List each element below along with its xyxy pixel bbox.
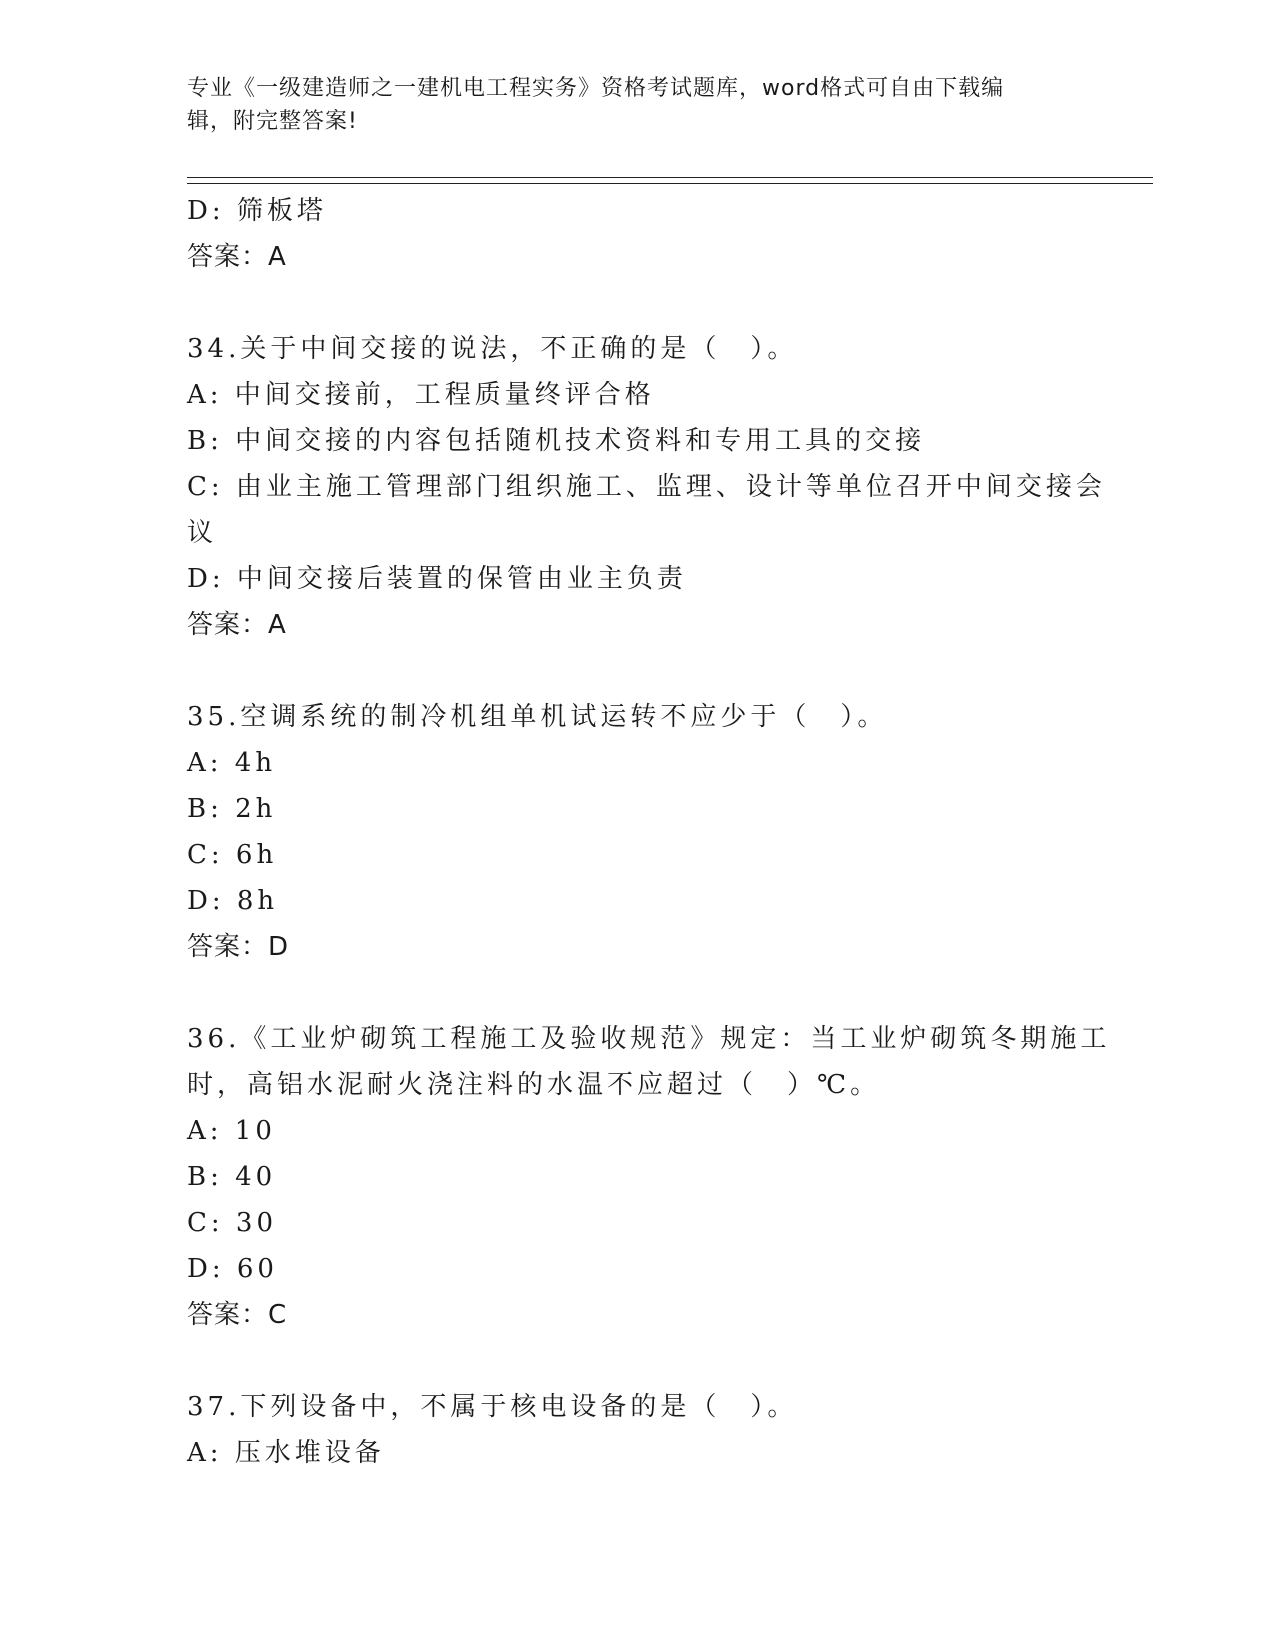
header-divider-bottom bbox=[187, 183, 1153, 184]
question-35-stem: 35.空调系统的制冷机组单机试运转不应少于（ ）。 bbox=[187, 702, 888, 732]
question-34-option-c: C: 由业主施工管理部门组织施工、监理、设计等单位召开中间交接会 bbox=[187, 472, 1106, 502]
document-header bbox=[187, 72, 1067, 138]
question-35-answer: 答案：D bbox=[187, 932, 290, 962]
header-line-2: 辑，附完整答案! bbox=[187, 109, 358, 134]
question-34-option-b: B: 中间交接的内容包括随机技术资料和专用工具的交接 bbox=[187, 426, 926, 456]
question-36-option-c: C: 30 bbox=[187, 1208, 278, 1238]
header-divider-top bbox=[187, 177, 1153, 178]
question-36-option-d: D: 60 bbox=[187, 1254, 278, 1284]
question-34-answer: 答案：A bbox=[187, 610, 287, 640]
question-35-option-b: B: 2h bbox=[187, 794, 277, 824]
question-37-option-a: A: 压水堆设备 bbox=[187, 1438, 385, 1468]
question-36-option-a: A: 10 bbox=[187, 1116, 276, 1146]
question-35-option-a: A: 4h bbox=[187, 748, 277, 778]
question-36-stem-line-2: 时，高铝水泥耐火浇注料的水温不应超过（ ）℃。 bbox=[187, 1070, 881, 1100]
question-34-stem: 34.关于中间交接的说法，不正确的是（ ）。 bbox=[187, 334, 798, 364]
question-35-option-d: D: 8h bbox=[187, 886, 279, 916]
prev-answer: 答案：A bbox=[187, 242, 287, 272]
question-37-stem: 37.下列设备中，不属于核电设备的是（ ）。 bbox=[187, 1392, 798, 1422]
question-34-option-c-continued: 议 bbox=[187, 518, 218, 548]
question-34-option-a: A: 中间交接前，工程质量终评合格 bbox=[187, 380, 655, 410]
header-line-1: 专业《一级建造师之一建机电工程实务》资格考试题库，word格式可自由下载编 bbox=[187, 76, 1005, 101]
question-36-option-b: B: 40 bbox=[187, 1162, 277, 1192]
prev-option-d: D: 筛板塔 bbox=[187, 196, 327, 226]
question-content bbox=[187, 188, 1111, 1476]
question-36-answer: 答案：C bbox=[187, 1300, 288, 1330]
question-36-stem-line-1: 36.《工业炉砌筑工程施工及验收规范》规定：当工业炉砌筑冬期施工 bbox=[187, 1024, 1111, 1054]
question-34-option-d: D: 中间交接后装置的保管由业主负责 bbox=[187, 564, 687, 594]
question-35-option-c: C: 6h bbox=[187, 840, 278, 870]
